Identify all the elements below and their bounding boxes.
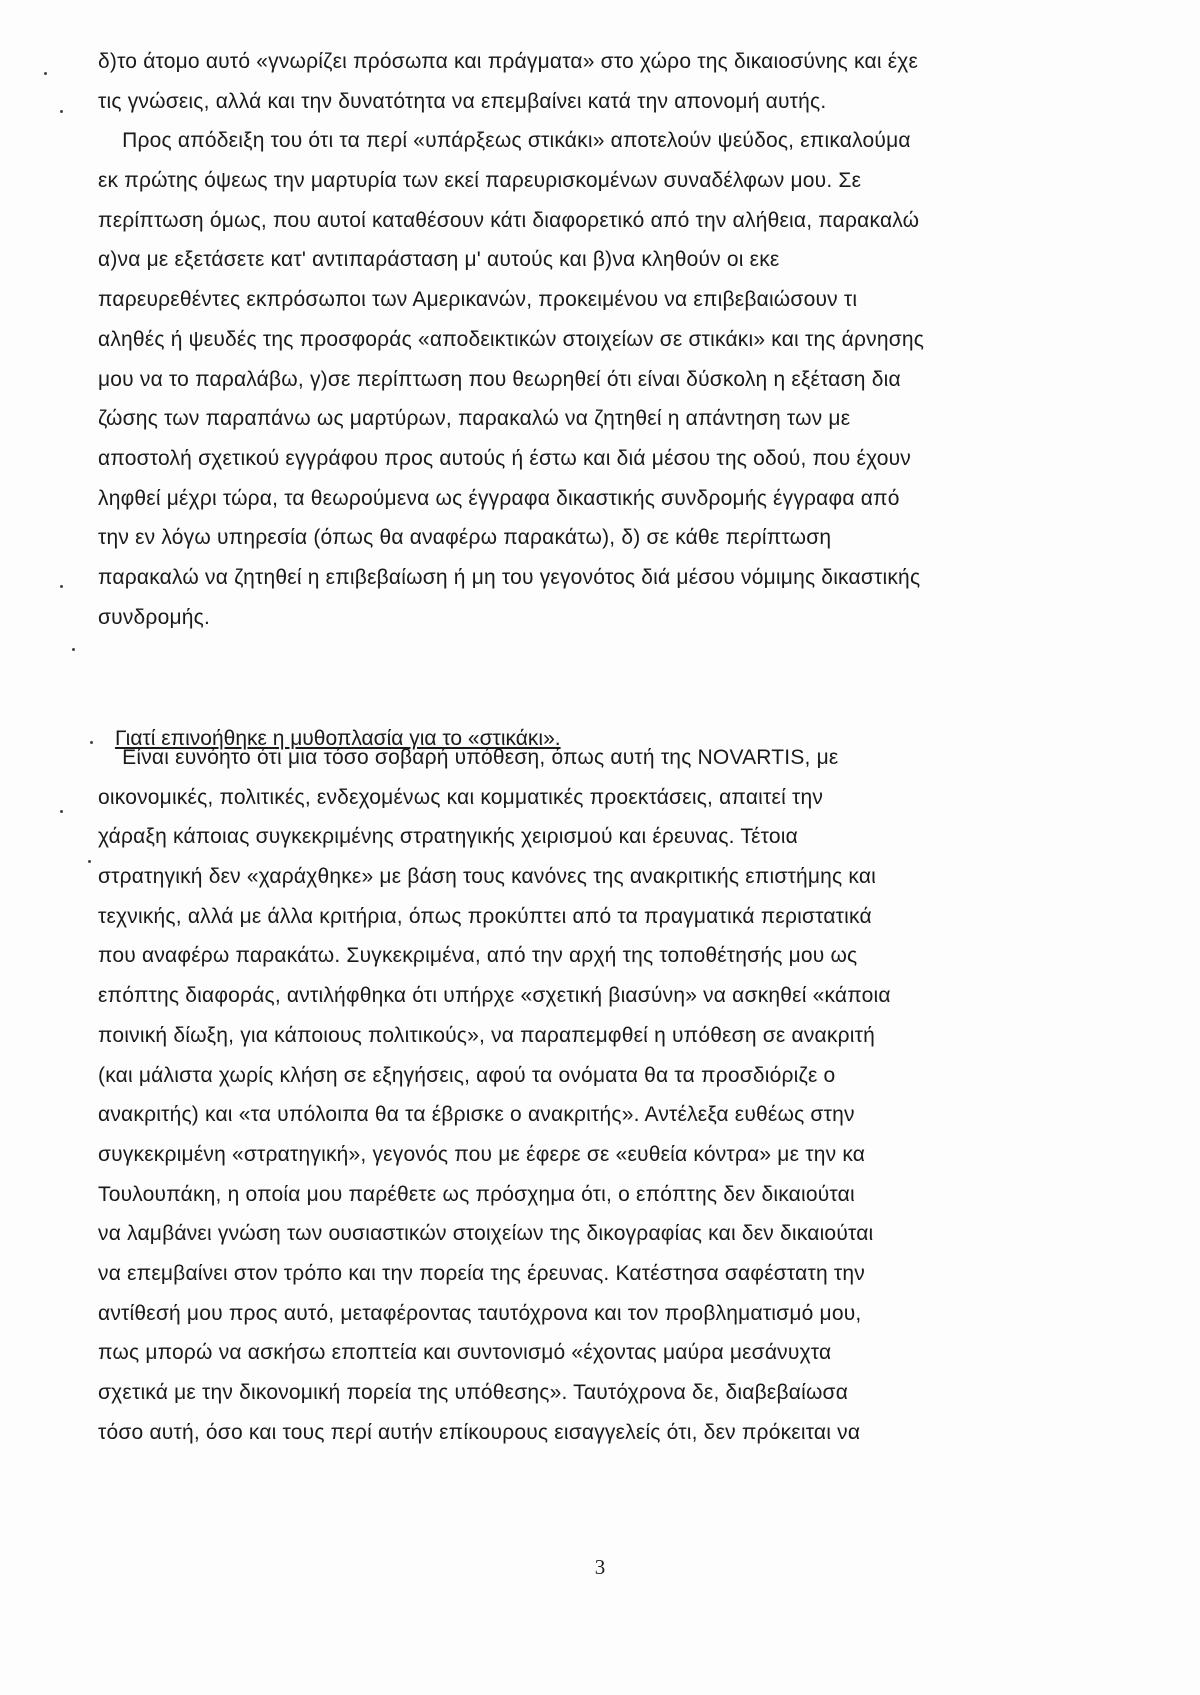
scan-speck [60,585,63,588]
body-text-part2-line: οικονομικές, πολιτικές, ενδεχομένως και κομματικές προεκτάσεις, απαιτεί την [98,785,824,809]
body-text-part1-line: δ)το άτομο αυτό «γνωρίζει πρόσωπα και πράγματα» στο χώρο της δικαιοσύνης και έχε [98,50,919,73]
scan-speck [60,110,63,113]
body-text-part2-line: χάραξη κάποιας συγκεκριμένης στρατηγικής χειρισμού και έρευνας. Τέτοια [98,825,798,849]
body-text-part1-line: α)να με εξετάσετε κατ' αντιπαράσταση μ' αυτούς και β)να κληθούν οι εκε [98,248,780,272]
body-text-part2-line: Είναι ευνόητο ότι μια τόσο σοβαρή υπόθεση, όπως αυτή της NOVARTIS, με [98,746,839,769]
body-text-part2-line: πως μπορώ να ασκήσω εποπτεία και συντονισμό «έχοντας μαύρα μεσάνυχτα [98,1341,832,1365]
body-text-part1-line: Προς απόδειξη του ότι τα περί «υπάρξεως στικάκι» αποτελούν ψεύδος, επικαλούμα [98,129,911,153]
body-text-part2-line: ανακριτής) και «τα υπόλοιπα θα τα έβρισκε ο ανακριτής». Αντέλεξα ευθέως στην [98,1103,855,1127]
body-text-part2-line: στρατηγική δεν «χαράχθηκε» με βάση τους κανόνες της ανακριτικής επιστήμης και [98,865,877,889]
body-text-part2-line: σχετικά με την δικονομική πορεία της υπόθεσης». Ταυτόχρονα δε, διαβεβαίωσα [98,1381,849,1404]
body-text-part1-line: μου να το παραλάβω, γ)σε περίπτωση που θεωρηθεί ότι είναι δύσκολη η εξέταση δια [98,367,901,391]
body-text-part2-line: τόσο αυτή, όσο και τους περί αυτήν επίκουρους εισαγγελείς ότι, δεν πρόκειται να [98,1420,861,1444]
body-text-part1-line: εκ πρώτης όψεως την μαρτυρία των εκεί παρευρισκομένων συναδέλφων μου. Σε [98,169,862,193]
scan-speck [60,810,63,813]
body-text-part1-line: παρευρεθέντες εκπρόσωποι των Αμερικανών, προκειμένου να επιβεβαιώσουν τι [98,288,858,312]
scan-speck [90,741,93,744]
body-text-part2-line: ποινική δίωξη, για κάποιους πολιτικούς», να παραπεμφθεί η υπόθεση σε ανακριτή [98,1023,875,1047]
body-text-part1-line: περίπτωση όμως, που αυτοί καταθέσουν κάτι διαφορετικό από την αλήθεια, παρακαλώ [98,208,920,232]
body-text-part2-line: να λαμβάνει γνώση των ουσιαστικών στοιχείων της δικογραφίας και δεν δικαιούται [98,1222,874,1246]
paragraph-block-2 [98,738,1041,1452]
body-text-part1-line: αληθές ή ψευδές της προσφοράς «αποδεικτικών στοιχείων σε στικάκι» και της άρνησης [98,327,925,351]
section-heading: Γιατί επινοήθηκε η μυθοπλασία για το «στικάκι». [115,727,561,750]
body-text-part1-line: παρακαλώ να ζητηθεί η επιβεβαίωση ή μη του γεγονότος διά μέσου νόμιμης δικαστικής [98,565,921,589]
body-text-part2-line: Τουλουπάκη, η οποία μου παρέθετε ως πρόσχημα ότι, ο επόπτης δεν δικαιούται [98,1182,855,1206]
body-text-part1-line: ληφθεί μέχρι τώρα, τα θεωρούμενα ως έγγραφα δικαστικής συνδρομής έγγραφα από [98,486,900,510]
scan-speck [72,648,75,651]
body-text-part1-line: τις γνώσεις, αλλά και την δυνατότητα να επεμβαίνει κατά την απονομή αυτής. [98,89,827,113]
body-text-part2-line: επόπτης διαφοράς, αντιλήφθηκα ότι υπήρχε «σχετική βιασύνη» να ασκηθεί «κάποια [98,984,891,1008]
body-text-part2-line: (και μάλιστα χωρίς κλήση σε εξηγήσεις, αφού τα ονόματα θα τα προσδιόριζε ο [98,1063,836,1087]
body-text-part2-line: που αναφέρω παρακάτω. Συγκεκριμένα, από την αρχή της τοποθέτησής μου ως [98,944,858,968]
body-text-part1-line: συνδρομής. [98,605,210,629]
page-number: 3 [594,1555,606,1579]
body-text-part2-line: να επεμβαίνει στον τρόπο και την πορεία της έρευνας. Κατέστησα σαφέστατη την [98,1261,865,1285]
body-text-part1-line: την εν λόγω υπηρεσία (όπως θα αναφέρω παρακάτω), δ) σε κάθε περίπτωση [98,526,832,550]
scan-speck [44,72,47,75]
body-text-part1-line: αποστολή σχετικού εγγράφου προς αυτούς ή έστω και διά μέσου της οδού, που έχουν [98,446,911,470]
scan-speck [88,860,91,863]
body-text-part2-line: αντίθεσή μου προς αυτό, μεταφέροντας ταυτόχρονα και τον προβληματισμό μου, [98,1301,862,1325]
body-text-part1-line: ζώσης των παραπάνω ως μαρτύρων, παρακαλώ να ζητηθεί η απάντηση των με [98,407,851,431]
body-text-part2-line: συγκεκριμένη «στρατηγική», γεγονός που με έφερε σε «ευθεία κόντρα» με την κα [98,1142,866,1166]
paragraph-block-1 [98,42,1041,637]
body-text-part2-line: τεχνικής, αλλά με άλλα κριτήρια, όπως προκύπτει από τα πραγματικά περιστατικά [98,904,872,928]
